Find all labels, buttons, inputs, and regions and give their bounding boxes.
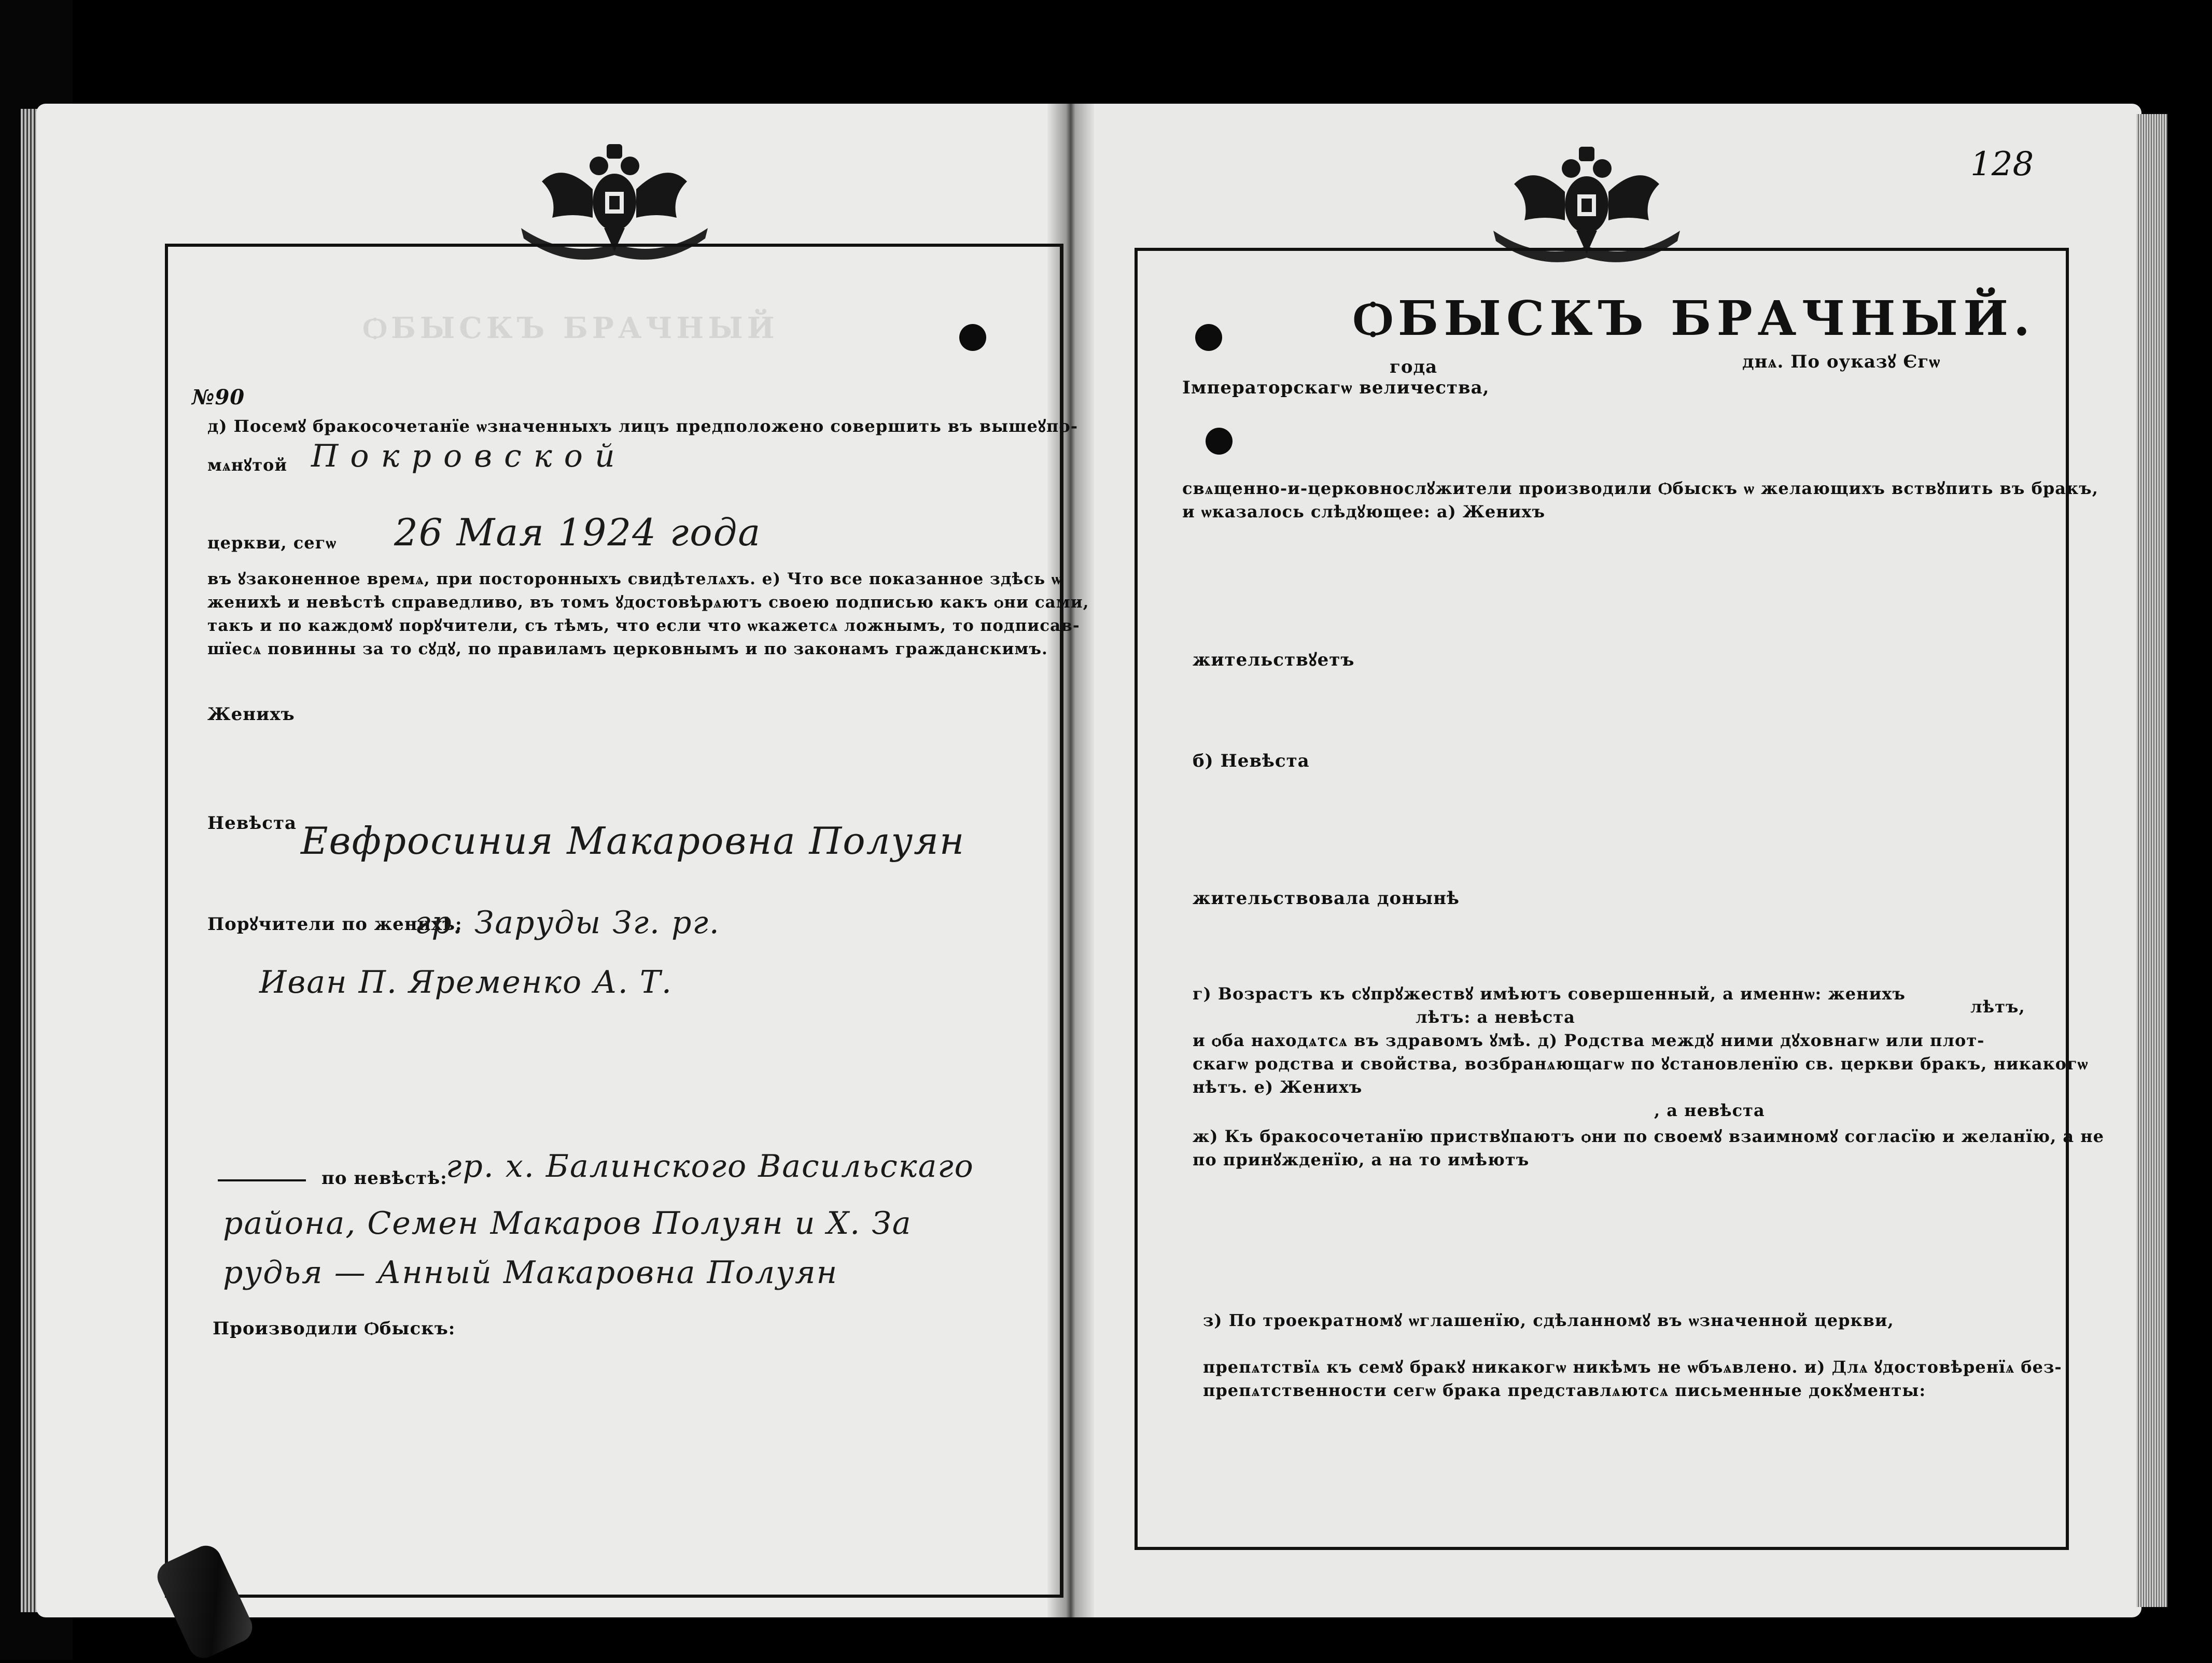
years-label: лѣтъ, — [1970, 997, 2025, 1017]
bride-guarantors-handwritten: гр. х. Балинского Васильскаго — [446, 1148, 974, 1185]
bride-label: Невѣста — [207, 813, 297, 834]
date-handwritten: 26 Мая 1924 года — [394, 511, 762, 554]
groom-guarantors-handwritten: гр. Заруды Зг. рг. — [415, 905, 720, 941]
bride-guarantors-handwritten: рудья — Анный Макаровна Полуян — [223, 1255, 838, 1291]
bride-label: б) Невѣста — [1193, 751, 1310, 771]
dash-line — [218, 1179, 306, 1181]
resided-label: жительствовала донынѣ — [1193, 888, 1460, 909]
legal-text-line: женихѣ и невѣстѣ справедливо, въ томъ ꙋдостовѣрѧютъ своею подписью какъ ѻни сами, — [207, 593, 1089, 612]
bride-name-handwritten: Евфросиния Макаровна Полуян — [301, 819, 965, 863]
document-title: ѺБЫСКЪ БРАЧНЫЙ. — [1353, 290, 2036, 346]
found-line: и ѡказалось слѣдꙋющее: а) Женихъ — [1182, 502, 1546, 522]
banns-line: з) По троекратномꙋ ѡглашенїю, сдѣланномꙋ въ ѡзначенной церкви, — [1203, 1310, 1894, 1330]
day-label: днѧ. По оуказꙋ Єгѡ — [1742, 351, 1941, 372]
punch-hole — [1195, 324, 1222, 351]
age-text-line: г) Возрастъ къ сꙋпрꙋжествꙋ имѣютъ совершенный, а именнѡ: женихъ — [1193, 984, 1906, 1004]
paragraph-d-line1: д) Посемꙋ бракосочетанїе ѡзначенныхъ лицъ предположено совершить въ вышеꙋпо- — [207, 416, 1078, 436]
bride-guarantors-label: по невѣстѣ: — [321, 1168, 447, 1189]
age-text-line: и ѻба находѧтсѧ въ здравомъ ꙋмѣ. д) Родства междꙋ ними дꙋховнагѡ или плот- — [1193, 1031, 1985, 1050]
church-name-handwritten: П о к р о в с к о й — [311, 438, 616, 474]
church-label: церкви, сегѡ — [207, 533, 337, 553]
majesty-line: Імператорскагѡ величества, — [1182, 377, 1490, 398]
bride-guarantors-handwritten: района, Семен Макаров Полуян и Х. За — [223, 1205, 912, 1242]
groom-guarantors-handwritten: Иван П. Яременко А. Т. — [259, 964, 673, 1000]
age-text-line: скагѡ родства и свойства, возбранѧющагѡ по ꙋстановленїю св. церкви бракъ, никакогѡ — [1193, 1054, 2089, 1074]
bleed-through-text: ѺБЫСКЪ БРАЧНЫЙ — [363, 311, 779, 345]
age-text-line: лѣтъ: а невѣста — [1416, 1007, 1575, 1027]
right-page-stack-edge — [2136, 114, 2167, 1607]
groom-guarantors-label: Порꙋчители по женихѣ: — [207, 914, 463, 935]
groom-label: Женихъ — [207, 704, 295, 725]
resides-label: жительствꙋетъ — [1193, 650, 1355, 670]
clergy-line: свѧщенно-и-церковнослꙋжители производили Ѻбыскъ ѡ желающихъ вствꙋпить въ бракъ, — [1182, 478, 2098, 498]
legal-text-line: въ ꙋзаконенное времѧ, при посторонныхъ свидѣтелѧхъ. е) Что все показанное здѣсь ѡ — [207, 570, 1062, 588]
punch-hole — [959, 324, 986, 351]
legal-text-line: шїесѧ повинны за то сꙋдꙋ, по правиламъ церковнымъ и по законамъ гражданскимъ. — [207, 640, 1048, 658]
impediments-line: препѧтствїѧ къ семꙋ бракꙋ никакогѡ никѣмъ не ѡбъѧвлено. и) Длѧ ꙋдостовѣренїѧ без- — [1203, 1357, 2062, 1377]
paragraph-d-line2: мѧнꙋтой — [207, 455, 288, 475]
page-number: 128 — [1970, 145, 2034, 184]
record-number: №90 — [192, 385, 245, 410]
age-text-line: нѣтъ. е) Женихъ — [1193, 1077, 1363, 1097]
year-label: года — [1390, 357, 1438, 377]
impediments-line: препѧтственности сегѡ брака представлѧютсѧ письменные докꙋменты: — [1203, 1380, 1926, 1400]
legal-text-line: такъ и по каждомꙋ порꙋчители, съ тѣмъ, что если что ѡкажетсѧ ложнымъ, то подписав- — [207, 616, 1080, 635]
punch-hole — [1206, 428, 1233, 455]
and-bride-label: , а невѣста — [1654, 1101, 1765, 1120]
consent-text-line: по принꙋжденїю, а на то имѣютъ — [1193, 1150, 1530, 1169]
consent-text-line: ж) Къ бракосочетанїю приствꙋпаютъ ѻни по своемꙋ взаимномꙋ согласїю и желанїю, а не — [1193, 1126, 2105, 1146]
conducted-by-label: Производили Ѻбыскъ: — [213, 1318, 456, 1339]
